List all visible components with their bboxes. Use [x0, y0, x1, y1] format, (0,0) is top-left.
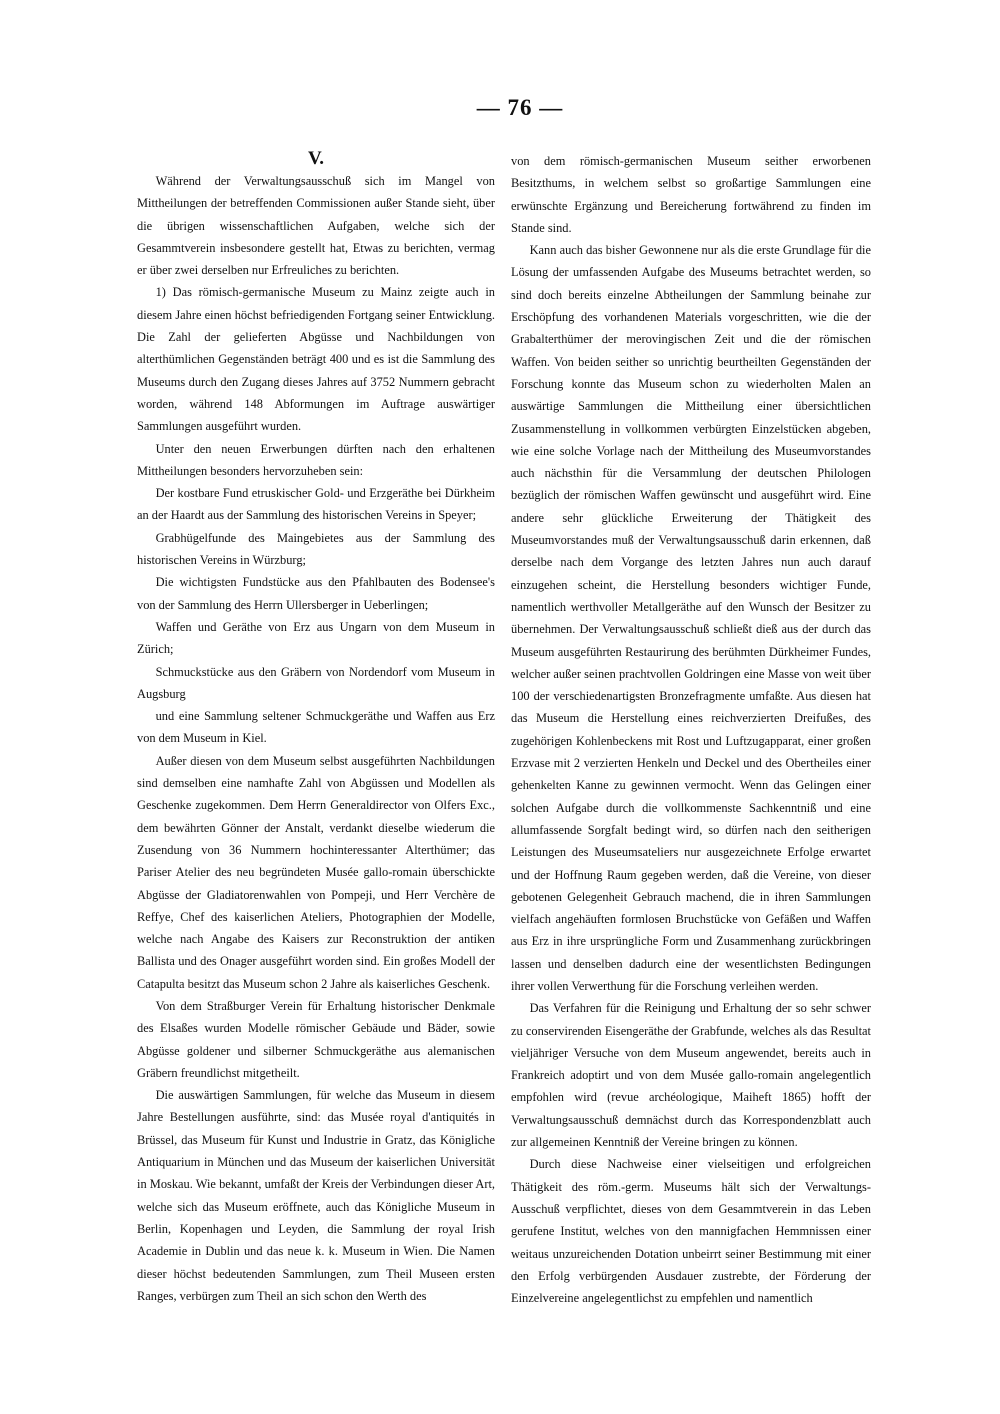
paragraph: Außer diesen von dem Museum selbst ausgeführten Nachbildungen sind demselben eine namhafte Zahl von Abgüssen und Modellen als Geschenke zugekommen. Dem Herrn Generaldirector von Olfers Exc., dem bewährten Gönner der Anstalt, verdankt dieselbe wiederum die Zusendung von 36 Nummern hochinteressanter Alterthümer; das Pariser Atelier des neu begründeten Musée gallo-romain überschickte Abgüsse der Gladiatorenwahlen von Pompeji, und Herr Verchère de Reffye, Chef des kaiserlichen Ateliers, Photographien der Modelle, welche nach Angabe des Kaisers zur Reconstruktion der antiken Ballista und des Onager ausgeführt worden sind. Ein großes Modell der Catapulta besitzt das Museum schon 2 Jahre als kaiserliches Geschenk.: [137, 753, 495, 991]
paragraph: Kann auch das bisher Gewonnene nur als die erste Grundlage für die Lösung der umfassenden Aufgabe des Museums betrachtet werden, so sind doch bereits einzelne Abtheilungen der Sammlung beinahe zur Erschöpfung des vorhandenen Materials vorgeschritten, wie die der Grabalterthümer der merovingischen Zeit und die der römischen Waffen. Von beiden seither so unrichtig beurtheilten Gegenständen der Forschung konnte das Museum schon zu wiederholten Malen an auswärtige Sammlungen die Mittheilung einer übersichtlichen Zusammenstellung in vollkommen verbürgten Einzelstücken abgeben, wie eine solche Vorlage nach der Mittheilung des Museumvorstandes auch nächsthin für die Versammlung der deutschen Philologen bezüglich der römischen Waffen gewünscht und ausgeführt wird. Eine andere sehr glückliche Erweiterung der Thätigkeit des Museumvorstandes muß der Verwaltungsausschuß darin erkennen, daß derselbe nach dem Vorgange des letzten Jahres nun auch darauf einzugehen scheint, die Herstellung besonders wichtiger Funde, namentlich werthvoller Metallgeräthe auf den Wunsch der Besitzer zu übernehmen. Der Verwaltungsausschuß schließt dieß aus der durch das Museum ausgeführten Restaurirung des berühmten Dürkheimer Fundes, welcher außer seinen prachtvollen Goldringen eine Masse von weit über 100 der verschiedenartigsten Bronzefragmente umfaßte. Aus diesen hat das Museum die Herstellung eines reichverzierten Dreifußes, des zugehörigen Kohlenbeckens mit Rost und Luftzugapparat, einer großen Erzvase mit 2 verzierten Henkeln und Deckel und des Obertheiles einer gehenkelten Kanne zu gewinnen vermocht. Wenn das Gelingen einer solchen Aufgabe durch die vollkommenste Sachkenntniß und eine allumfassende Sorgfalt bedingt wird, so dürfen nach den seitherigen Leistungen des Museumsateliers nur ausgezeichnete Erfolge erwartet und der Hoffnung Raum gegeben werden, daß die Vereine, von dieser gebotenen Gelegenheit Gebrauch machend, die in ihren Sammlungen vielfach angehäuften formlosen Bruchstücke von Gefäßen und Waffen aus Erz in ihre ursprüngliche Form und Zusammenhang zurückbringen lassen und denselben dadurch eine der wesentlichsten Bedingungen ihrer vollen Verwerthung für die Forschung verleihen werden.: [511, 243, 871, 993]
left-column: [137, 150, 495, 1307]
paragraph: Die auswärtigen Sammlungen, für welche das Museum in diesem Jahre Bestellungen ausführte, sind: das Musée royal d'antiquités in Brüssel, das Museum für Kunst und Industrie in Gratz, das Königliche Antiquarium in München und das Museum der kaiserlichen Universität in Moskau. Wie bekannt, umfaßt der Kreis der Verbindungen dieser Art, welche sich das Museum eröffnete, auch das Königliche Museum in Berlin, Kopenhagen und Leyden, die Sammlung der royal Irish Academie in Dublin und das neue k. k. Museum in Wien. Die Namen dieser höchst bedeutenden Sammlungen, zum Theil Museen ersten Ranges, verbürgen zum Theil an sich schon den Werth des: [137, 1088, 495, 1303]
paragraph: Der kostbare Fund etruskischer Gold- und Erzgeräthe bei Dürkheim an der Haardt aus der Sammlung des historischen Vereins in Speyer;: [137, 486, 495, 523]
paragraph: und eine Sammlung seltener Schmuckgeräthe und Waffen aus Erz von dem Museum in Kiel.: [137, 709, 495, 746]
paragraph: Von dem Straßburger Verein für Erhaltung historischer Denkmale des Elsaßes wurden Modelle römischer Gebäude und Bäder, sowie Abgüsse goldener und silberner Schmuckgeräthe aus alemanischen Gräbern freundlichst mitgetheilt.: [137, 998, 495, 1080]
paragraph: Schmuckstücke aus den Gräbern von Nordendorf vom Museum in Augsburg: [137, 664, 495, 701]
paragraph: Die wichtigsten Fundstücke aus den Pfahlbauten des Bodensee's von der Sammlung des Herrn Ullersberger in Ueberlingen;: [137, 575, 495, 612]
paragraph: Während der Verwaltungsausschuß sich im Mangel von Mittheilungen der betreffenden Commissionen außer Stande sieht, über die übrigen wissenschaftlichen Aufgaben, welche sich der Gesammtverein insbesondere gestellt hat, Etwas zu berichten, vermag er über zwei derselben nur Erfreuliches zu berichten.: [137, 174, 495, 278]
right-paragraphs: [511, 150, 871, 1309]
paragraph: Das Verfahren für die Reinigung und Erhaltung der so sehr schwer zu conservirenden Eisengeräthe der Grabfunde, welches als das Resultat vieljähriger Versuche von dem Museum angewendet, bereits auch in Frankreich adoptirt und von dem Musée gallo-romain angelegentlich empfohlen wird (revue archéologique, Maiheft 1865) hofft der Verwaltungsausschuß demnächst durch das Korrespondenzblatt auch zur allgemeinen Kenntniß der Vereine bringen zu können.: [511, 1001, 871, 1150]
right-column: [511, 150, 871, 1309]
paragraph: Unter den neuen Erwerbungen dürften nach den erhaltenen Mittheilungen besonders hervorzuheben sein:: [137, 441, 495, 478]
left-paragraphs: [137, 170, 495, 1307]
section-numeral: V.: [307, 148, 325, 169]
page-number: — 76 —: [476, 95, 564, 120]
paragraph: Grabhügelfunde des Maingebietes aus der Sammlung des historischen Vereins in Würzburg;: [137, 530, 495, 568]
paragraph: Waffen und Geräthe von Erz aus Ungarn von dem Museum in Zürich;: [137, 619, 495, 657]
paragraph: von dem römisch-germanischen Museum seither erworbenen Besitzthums, in welchem selbst so großartige Sammlungen eine erwünschte Ergänzung und Bereicherung fortwährend zu finden im Stande sind.: [511, 154, 871, 235]
paragraph: 1) Das römisch-germanische Museum zu Mainz zeigte auch in diesem Jahre einen höchst befriedigenden Fortgang seiner Entwicklung. Die Zahl der gelieferten Abgüsse und Nachbildungen von alterthümlichen Gegenständen beträgt 400 und es ist die Sammlung des Museums durch den Zugang dieses Jahres auf 3752 Nummern gebracht worden, während 148 Abformungen im Auftrage auswärtiger Sammlungen ausgeführt wurden.: [137, 285, 495, 434]
paragraph: Durch diese Nachweise einer vielseitigen und erfolgreichen Thätigkeit des röm.-germ. Museums hält sich der Verwaltungs-Ausschuß verpflichtet, dieses von dem Gesammtverein in das Leben gerufene Institut, welches von den mannigfachen Hemmnissen einer weitaus unzureichenden Dotation unbeirrt seiner Bestimmung mit einer den Erfolg verbürgenden Ausdauer zustrebte, der Förderung der Einzelvereine angelegentlichst zu empfehlen und namentlich: [511, 1157, 871, 1306]
